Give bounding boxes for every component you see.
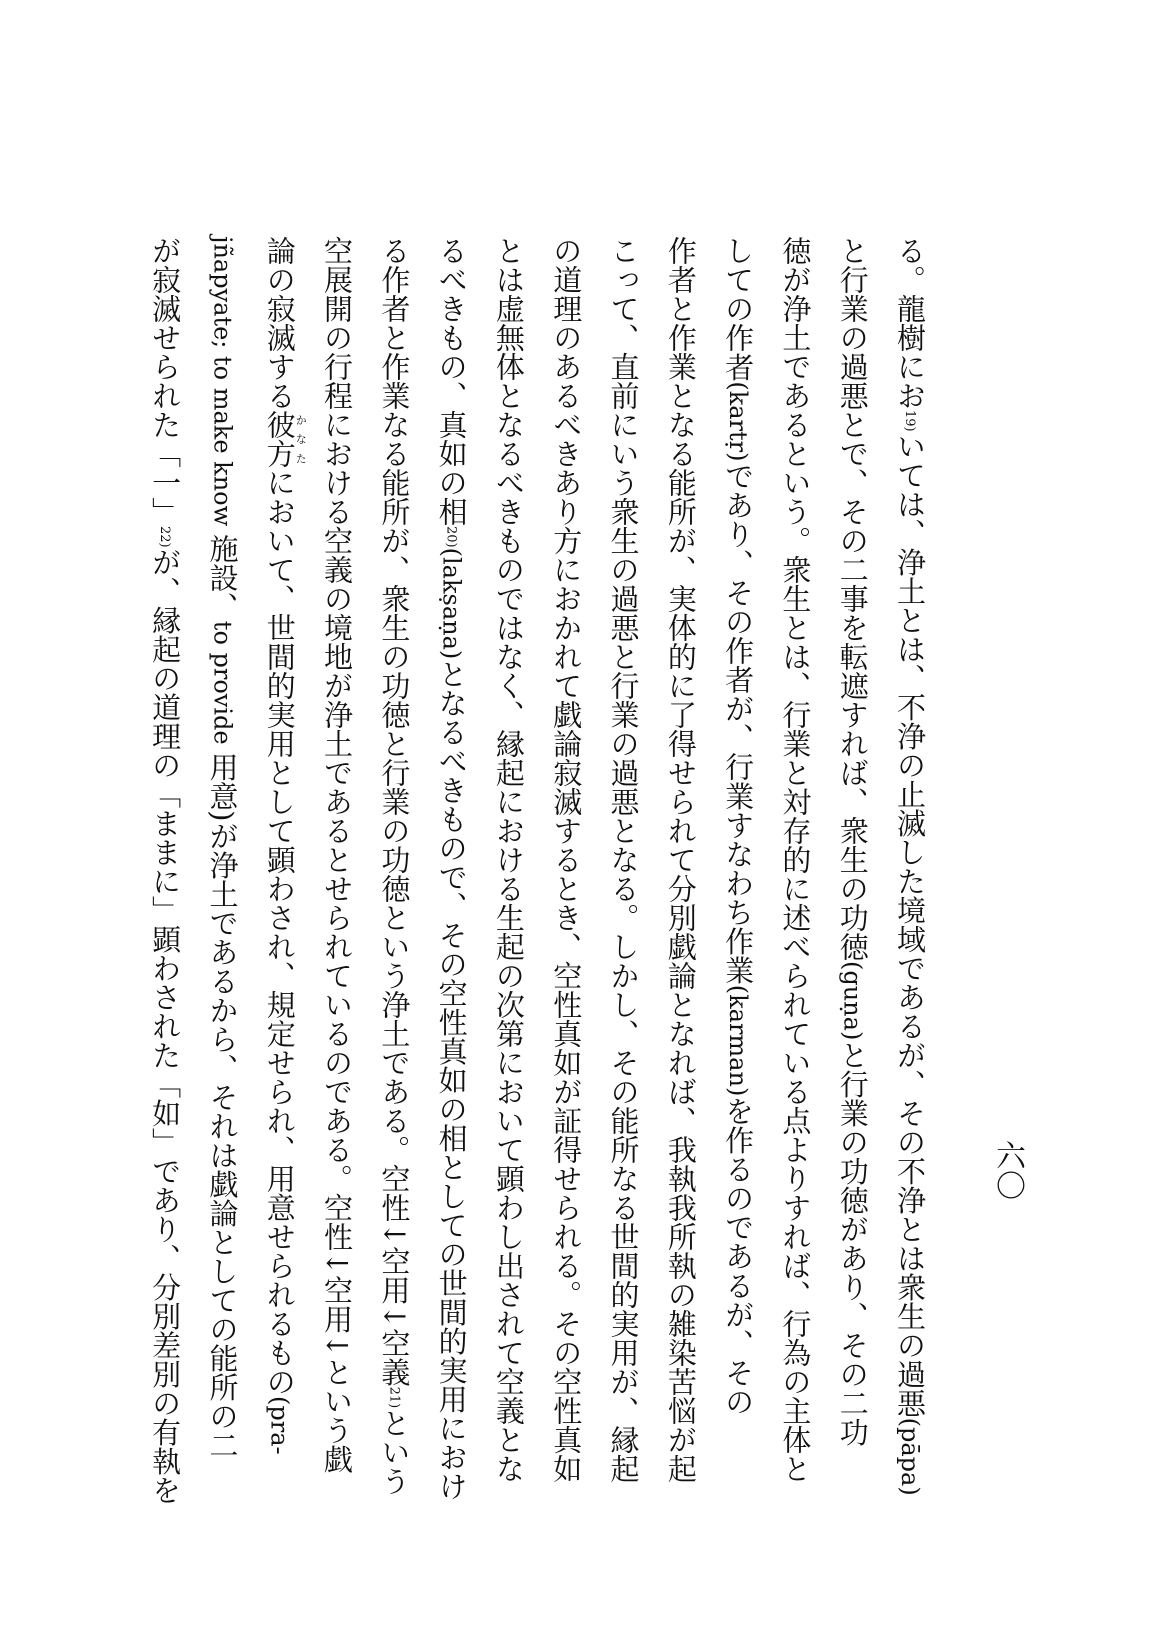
text-segment: 空展開の行程における空義の境地が浄土であるとせられているのである。空性↓空用↓という戯	[320, 236, 355, 1474]
text-column	[136, 236, 193, 1505]
page-number: 六〇	[990, 1140, 1025, 1200]
text-column	[594, 236, 651, 1483]
body-text	[138, 236, 938, 1505]
text-segment: こって、直前にいう衆生の過悪と行業の過悪となる。しかし、その能所なる世間的実用が、縁起	[606, 236, 641, 1483]
text-segment: と行業の功徳があり、その二功	[835, 1040, 870, 1447]
text-segment: が、縁起の道理の「ままに」顕わされた「如」であり、分別差別の有執を	[148, 547, 183, 1505]
latin-text: jñapyate; to make know	[208, 236, 237, 534]
ruby-base: 彼方	[262, 410, 297, 468]
text-column	[881, 236, 938, 1496]
text-segment: となるべきもので、その空性真如の相としての世間的実用におけ	[434, 659, 469, 1501]
text-column	[308, 236, 365, 1474]
text-segment: る作者と作業なる能所が、衆生の功徳と行業の功徳という浄土である。空性↓空用↓空義	[377, 236, 412, 1387]
footnote-marker: 19)	[902, 410, 917, 432]
latin-text: (karman)	[724, 984, 753, 1097]
text-segment: という	[377, 1408, 412, 1496]
text-column	[422, 236, 479, 1501]
text-segment: 施設、	[205, 533, 240, 621]
text-segment: るべきもの、真如の相	[434, 236, 469, 526]
latin-text: (kartṛ)	[724, 381, 753, 462]
latin-text: (lakṣaṇa)	[437, 547, 466, 660]
text-column	[537, 236, 594, 1483]
text-column	[193, 236, 250, 1460]
ruby-reading: かなた	[294, 410, 308, 468]
text-column	[766, 236, 823, 1483]
latin-text: to provide	[208, 620, 237, 753]
text-segment: 作者と作業となる能所が、実体的に了得せられて分別戯論となれば、我執我所執の雑染苦悩が起	[663, 236, 698, 1483]
text-column	[823, 236, 880, 1447]
text-segment: の道理のあるべきあり方におかれて戯論寂滅するとき、空性真如が証得せられる。その空性真如	[549, 236, 584, 1483]
text-column	[250, 236, 308, 1455]
text-segment: しての作者	[721, 236, 756, 382]
text-segment: 用意)が浄土であるから、それは戯論としての能所の二	[205, 752, 240, 1460]
latin-text: (pra-	[265, 1396, 294, 1455]
latin-text: (guṇa)	[838, 961, 867, 1041]
footnote-marker: 21)	[386, 1386, 402, 1409]
text-segment: る。龍樹にお	[893, 236, 927, 410]
footnote-marker: 22)	[157, 526, 173, 548]
text-segment: いては、浄土とは、不浄の止滅した境域であるが、その不浄とは衆生の過悪	[893, 431, 927, 1418]
text-segment: とは虚無体となるべきものではなく、縁起における生起の次第において顕わし出されて空義とな	[491, 236, 526, 1483]
text-segment: において、世間的実用として顕わされ、規定せられ、用意せられるもの	[262, 468, 297, 1396]
text-segment: が寂滅せられた「一」	[148, 236, 183, 526]
text-segment: 徳が浄土であるという。衆生とは、行業と対存的に述べられている点よりすれば、行為の主体と	[778, 236, 813, 1483]
ruby-word	[262, 410, 308, 468]
footnote-marker: 20)	[443, 526, 459, 548]
text-column	[652, 236, 709, 1483]
text-column	[480, 236, 537, 1483]
text-segment: であり、その作者が、行業すなわち作業	[721, 461, 756, 985]
latin-text: (pāpa)	[896, 1417, 924, 1496]
text-column	[709, 236, 766, 1416]
text-segment: 論の寂滅する	[262, 236, 297, 410]
text-segment: を作るのであるが、その	[721, 1096, 756, 1417]
text-column	[365, 236, 422, 1496]
text-segment: と行業の過悪とで、その二事を転遮すれば、衆生の功徳	[835, 236, 870, 961]
